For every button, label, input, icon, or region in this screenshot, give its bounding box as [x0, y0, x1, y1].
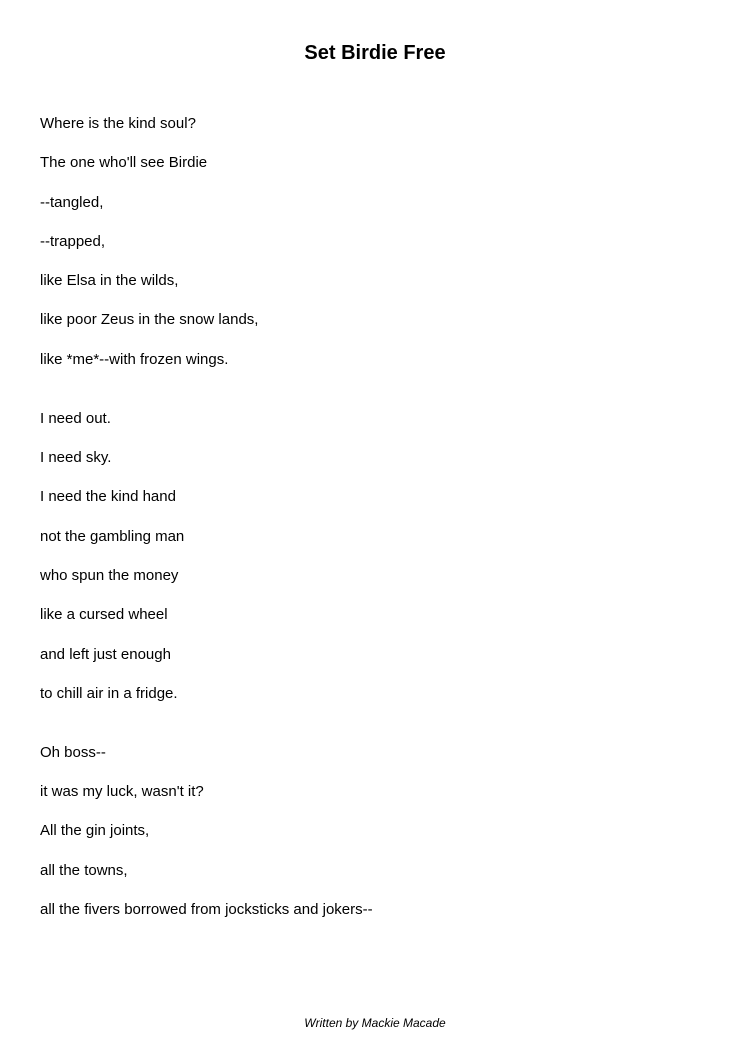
poem-line: I need out.	[40, 409, 111, 427]
poem-line: The one who'll see Birdie	[40, 154, 208, 172]
poem-line: All the gin joints,	[40, 822, 150, 840]
poem-line: it was my luck, wasn't it?	[40, 783, 204, 801]
poem-line: to chill air in a fridge.	[40, 684, 178, 702]
poem-line: Where is the kind soul?	[40, 115, 196, 132]
stanza-3	[40, 743, 710, 920]
poem-line: like a cursed wheel	[40, 606, 168, 624]
poem-body	[40, 114, 710, 920]
poem-line: Oh boss--	[40, 743, 106, 761]
poem-line: I need sky.	[40, 449, 112, 467]
poem-line: like Elsa in the wilds,	[40, 272, 179, 290]
poem-title: Set Birdie Free	[304, 42, 446, 64]
stanza-2	[40, 409, 710, 704]
poem-line: not the gambling man	[40, 527, 185, 545]
poem-line: like *me*--with frozen wings.	[40, 350, 229, 368]
poem-line: who spun the money	[40, 566, 179, 584]
author-credit: Written by Mackie Macade	[304, 1016, 446, 1030]
poem-line: --trapped,	[40, 232, 106, 250]
stanza-1	[40, 114, 710, 370]
poem-line: all the fivers borrowed from jocksticks and jokers--	[40, 901, 373, 919]
poem-line: and left just enough	[40, 645, 171, 663]
poem-line: --tangled,	[40, 193, 104, 211]
poem-line: I need the kind hand	[40, 488, 176, 506]
poem-line: all the towns,	[40, 861, 128, 879]
poem-line: like poor Zeus in the snow lands,	[40, 311, 259, 329]
